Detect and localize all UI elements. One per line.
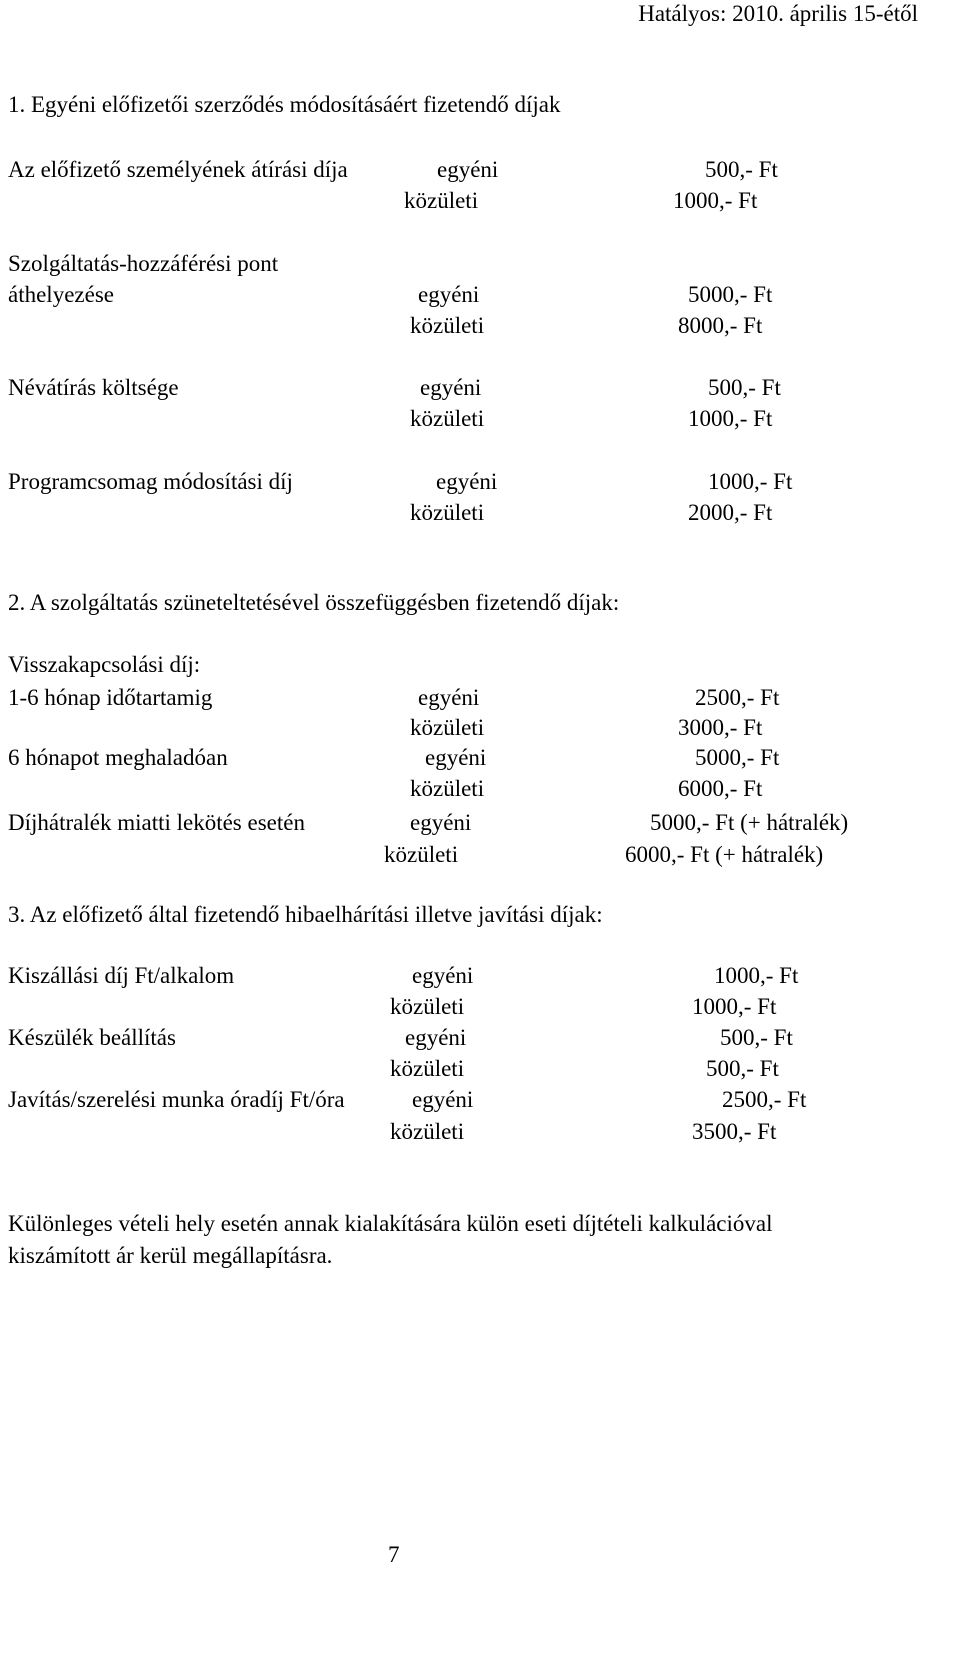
item-label: áthelyezése [8, 282, 114, 307]
customer-type: egyéni [410, 810, 472, 835]
price: 500,- Ft [706, 1056, 779, 1081]
section-3-title: 3. Az előfizető által fizetendő hibaelhárítási illetve javítási díjak: [8, 902, 603, 927]
price: 8000,- Ft [678, 313, 763, 338]
price: 6000,- Ft (+ hátralék) [625, 842, 824, 867]
customer-type: közületi [404, 188, 479, 213]
price: 3000,- Ft [678, 715, 763, 740]
item-label: Névátírás költsége [8, 375, 179, 400]
customer-type: közületi [384, 842, 459, 867]
customer-type: egyéni [425, 745, 487, 770]
price: 3500,- Ft [692, 1119, 777, 1144]
price: 500,- Ft [708, 375, 781, 400]
price: 5000,- Ft [695, 745, 780, 770]
customer-type: közületi [390, 1119, 465, 1144]
customer-type: egyéni [412, 1087, 474, 1112]
price: 2500,- Ft [722, 1087, 807, 1112]
page-number: 7 [388, 1542, 400, 1567]
customer-type: egyéni [412, 963, 474, 988]
customer-type: közületi [410, 715, 485, 740]
customer-type: közületi [410, 500, 485, 525]
price: 500,- Ft [720, 1025, 793, 1050]
special-location-note: kiszámított ár kerül megállapításra. [8, 1243, 333, 1268]
price: 1000,- Ft [673, 188, 758, 213]
customer-type: közületi [410, 776, 485, 801]
special-location-note: Különleges vételi hely esetén annak kialakítására külön eseti díjtételi kalkulációval [8, 1211, 773, 1236]
price: 500,- Ft [705, 157, 778, 182]
price: 1000,- Ft [688, 406, 773, 431]
item-label: Javítás/szerelési munka óradíj Ft/óra [8, 1087, 345, 1112]
item-label: Készülék beállítás [8, 1025, 176, 1050]
item-label: Programcsomag módosítási díj [8, 469, 293, 494]
section-2-subtitle: Visszakapcsolási díj: [8, 652, 201, 677]
customer-type: egyéni [418, 685, 480, 710]
price: 2000,- Ft [688, 500, 773, 525]
item-label: 1-6 hónap időtartamig [8, 685, 213, 710]
customer-type: egyéni [418, 282, 480, 307]
price: 1000,- Ft [692, 994, 777, 1019]
price: 1000,- Ft [708, 469, 793, 494]
item-label: Az előfizető személyének átírási díja [8, 157, 348, 182]
price: 5000,- Ft [688, 282, 773, 307]
price: 2500,- Ft [695, 685, 780, 710]
price: 1000,- Ft [714, 963, 799, 988]
customer-type: egyéni [420, 375, 482, 400]
customer-type: közületi [390, 994, 465, 1019]
price: 5000,- Ft (+ hátralék) [650, 810, 849, 835]
section-2-title: 2. A szolgáltatás szüneteltetésével összefüggésben fizetendő díjak: [8, 590, 620, 615]
customer-type: egyéni [437, 157, 499, 182]
price: 6000,- Ft [678, 776, 763, 801]
item-label: Kiszállási díj Ft/alkalom [8, 963, 235, 988]
customer-type: közületi [410, 313, 485, 338]
item-label: Szolgáltatás-hozzáférési pont [8, 251, 279, 276]
customer-type: közületi [410, 406, 485, 431]
effective-date-header: Hatályos: 2010. április 15-étől [638, 1, 918, 26]
customer-type: egyéni [436, 469, 498, 494]
customer-type: közületi [390, 1056, 465, 1081]
item-label: 6 hónapot meghaladóan [8, 745, 228, 770]
section-1-title: 1. Egyéni előfizetői szerződés módosításáért fizetendő díjak [8, 92, 561, 117]
item-label: Díjhátralék miatti lekötés esetén [8, 810, 305, 835]
customer-type: egyéni [405, 1025, 467, 1050]
